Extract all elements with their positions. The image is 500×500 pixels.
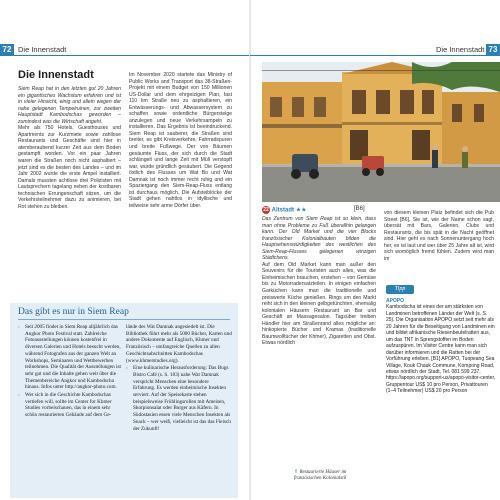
right-page-number: 73 — [486, 44, 500, 56]
bullet-icon: › — [18, 324, 20, 330]
left-column-2 — [129, 72, 232, 209]
right-column-2 — [384, 210, 494, 262]
location-name: Altstadt — [271, 207, 295, 214]
body-paragraph: Mehr als 750 Hotels, Guesthouses und Apartments zur Kurzmiete sowie zahllose Restaurants und Geschäfte sind hier in atemberaubend kurzer Zeit aus dem Boden gestampft worden. Vor ein paar Jahren waren die Straßen noch nicht asphaltiert – jetzt sind es die besten des Landes – und im Jahr 2002 wurde die erste Ampel installiert. Damals mussten achtlose drei Polizisten mit Lautsprechern tagelang neben der kostbaren technischen Errungenschaft sitzen, um die Verkehrsteilnehmer dazu zu animieren, bei Rot stehen zu bleiben. — [18, 125, 121, 210]
apopo-tip — [386, 298, 496, 395]
map-reference: [B6] — [354, 206, 365, 212]
apopo-title: APOPO — [386, 298, 405, 304]
body-paragraph: von diesem kleinen Platz befindet sich die Pub Street [B6]. Sie ist, wie der Name schon sagt, übersät mit Bars, Galerien, Clubs und Restaurants, die bis spät in die Nacht geöffnet sind. Hier geht es nach Sonnenuntergang hoch her, es ist laut und wer über 25 Jahre alt ist, wird sich womöglich fremd fühlen. Zudem wird man im — [384, 210, 494, 262]
left-running-header — [0, 44, 250, 56]
colonial-street-image — [262, 62, 500, 202]
left-page-number: 72 — [0, 44, 14, 56]
body-paragraph: Auf dem Old Market kann man außer den Souvenirs für die Touristen auch alles, was die Einheimischen brauchen, erstehen – von Gemüse bis zu Motorradersatzteilen. In einigen einfachen Garküchen kann man die traditionelle und preiswerte Küche genießen. Rings um den Markt reiht sich in den kleinen gelbgetünchten, ehemalig kolonialen Häusern Restaurant an Bar und Geschäft an Massagesalon. Tagsüber treiben Händler hier am Straßenrand alles mögliche an: hinkopierte Bücher und Kramas (traditionelle Baumwolltücher der Khmer), Zigaretten und Obst. Etwas nördlich — [262, 261, 376, 347]
intro-paragraph: Siem Reap hat in den letzten gut 20 Jahren ein gigantisches Wachstum erfahren und ist in vieler Hinsicht, einig und allein wegen der nahe gelegenen Tempelruinen, zur zweiten Hauptstadt Kambodschas geworden – zumindest was die Wirtschaft angeht. — [18, 86, 121, 125]
intro-paragraph: Das Zentrum von Siem Reap ist so klein, dass man ohne Probleme zu Fuß überallhin gelangen kann. Der Old Market und die vier Blocks französischer Kolonialbauten bilden die Hauptsehenswürdigkeiten des westlichen des Siem-Reap-Flusses gelegenen winzigen Städtchens. — [262, 216, 376, 262]
rating-stars: ★★ — [295, 207, 307, 214]
right-running-title: Die Innenstadt — [436, 45, 485, 54]
info-box-title: Das gibt es nur in Siem Reap — [18, 307, 129, 317]
list-item: lände des Wat Damnak angesiedelt ist. Die Bibliothek führt mehr als 5000 Bücher, Karten und andere Dokumente auf Englisch, Khmer und Französisch – umfangreiche Quellen zu allen Geschichtsabschnitten Kambodschas (www.khmerstudies.org). — [126, 324, 232, 364]
left-header-rule — [0, 55, 250, 56]
photo-caption: ⇑ Restaurierte Häuser im französischen Kolonialstil — [294, 470, 347, 482]
bullet-icon: › — [18, 392, 20, 399]
info-box — [10, 303, 238, 498]
left-running-title: Die Innenstadt — [18, 45, 67, 54]
left-column-1 — [18, 86, 121, 210]
list-item: › Seit 2005 findet in Siem Reap alljährlich das Angkor Photo Festival statt. Zahlreiche Fotoausstellungen können kostenfrei in diversen Galerien und Hotels besucht werden, während Fotografen aus der ganzen Welt an Workshops, Seminaren und Wettbewerben teilnehmen. Die Qualität der Ausstellungen ist sehr gut und die Inhalte gehen weit über die Themenbereiche Angkor und Kambodscha hinaus. Infos unter http://angkor-photo.com. — [18, 324, 121, 391]
info-box-column-1 — [18, 324, 122, 420]
caption-arrow-icon: ⇑ — [294, 470, 299, 475]
info-box-column-2 — [126, 324, 232, 433]
tip-badge: Tipp — [386, 285, 414, 294]
right-running-header — [250, 44, 500, 56]
list-item: › Wer sich in die Geschichte Kambodschas vertiefen will, sollte im Center for Khmer Studies vorbeischauen, das in einem sehr schön restaurierten Gebäude auf dem Ge- — [18, 392, 112, 419]
body-paragraph: Im November 2020 startete das Ministry of Public Works and Transport das 38-Straßen-Projekt mit einem Budget von 150 Millionen US-Dollar und dem ehrgeizigen Plan, fast 110 km Straße neu zu asphaltieren, ein Entwässerungs- und Abwassersystem zu schaffen sowie ordentliche Bürgersteige anzulegen und neue Verkehrsampeln zu installieren. Das Ergebnis ist beeindruckend. Siem Reap ist sauberer, die Straßen sind breiter, es gibt Kreisverkehre, Fahrradspuren und breite Fußwege. Der von Bäumen gesäumte Fluss, der sich durch die Stadt schlängelt und lange Zeit mit Müll verstopft war, wurde gründlich gesäubert. Die Gegend östlich des Flusses um Wat Bo und Wat Damnak ist noch immer recht ruhig und ein Spaziergang den Siem-Reap-Fluss entlang ist durchaus möglich. Die Aufsteiblöcke der Stadt gehen nahtlos in idyllische und teilweise sehr arme Dörfer über. — [129, 72, 232, 209]
right-header-rule — [250, 55, 500, 56]
list-item: › Eine kulinarische Herausforderung: Das Bugs Bistro Café (s. S. 183) nahe Wat Damnak verspricht Menschen eine besondere Erfahrung. Es werden einheimische Insekten serviert. Auf der Speisekarte stehen beispielsweise Frühlingsrollen mit Ameisen, Skorpionsalat oder Burger aus Käfern. In Südostasien essen viele Menschen Insekten als Snack – wer weiß, vielleicht ist das das Fleisch der Zukunft! — [126, 365, 231, 432]
right-column-1 — [262, 216, 376, 347]
section-heading: Die Innenstadt — [18, 69, 94, 81]
street-photo — [262, 62, 500, 202]
bullet-icon: › — [126, 365, 128, 372]
info-box-rule — [18, 319, 230, 320]
location-marker-icon: 22 — [263, 207, 269, 213]
apopo-text: Kambodscha ist eines der am stärksten von Landminen betroffenen Länder der Welt (s. S. 25). Die Organisation APOPO setzt seit mehr als 20 Jahren für die Beseitigung von Landminen ein und bildet afrikanische Riesenbeutelratten aus, um das TNT in Sprengstoffen im Boden aufzuspüren. Im Visitor Centre kann man sich darüber informieren und die Ratten bei der Vorführung erleben. [B1] APOPO, Tuopeang Sea Village, Kouk Chauk Commune, Kompong Road, etwas nördlich der Stadt, Tel. 081 599 237, https://apopo.org/support-us/apopo-visitor-center, Gruppentour US$ 10 pro Person, Privattouren (1–4 Teilnehmer) US$ 20 pro Person — [386, 304, 496, 395]
right-page — [250, 0, 500, 500]
